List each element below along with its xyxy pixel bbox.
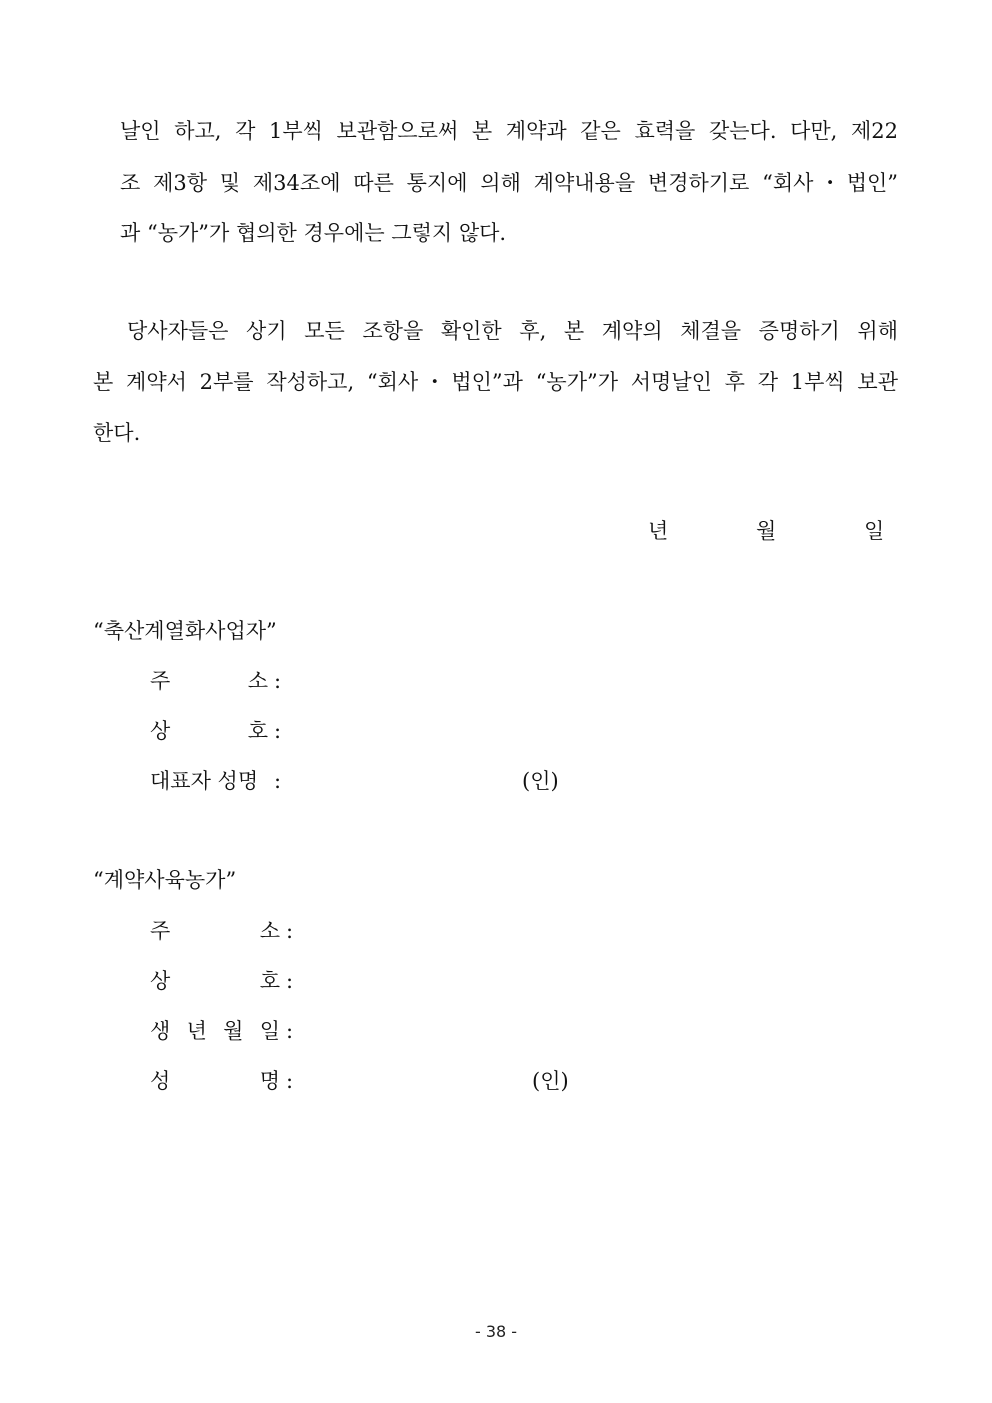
paragraph-line: 한다.: [93, 421, 141, 445]
party-integrator-title: “축산계열화사업자”: [93, 619, 277, 643]
farm-trade-name-field: [150, 966, 293, 996]
farm-seal-mark: (인): [532, 1069, 569, 1093]
representative-name-label: 대표자 성명: [150, 769, 259, 793]
party-farm-title: “계약사육농가”: [93, 868, 237, 892]
colon: :: [286, 919, 294, 943]
colon: :: [286, 1069, 294, 1093]
colon: :: [274, 769, 282, 793]
colon: :: [274, 669, 282, 693]
paragraph-line: 날인 하고, 각 1부씩 보관함으로써 본 계약과 같은 효력을 갖는다. 다만, 제22: [120, 119, 898, 143]
farm-name-field: [150, 1066, 293, 1096]
farm-birthdate-field: [150, 1016, 293, 1046]
integrator-seal-mark: (인): [522, 769, 559, 793]
paragraph-line: 조 제3항 및 제34조에 따른 통지에 의해 계약내용을 변경하기로 “회사・법인”: [120, 171, 898, 195]
name-label: 성 명: [150, 1069, 280, 1093]
trade-name-label: 상 호: [150, 719, 268, 743]
integrator-trade-name-field: [150, 716, 281, 746]
trade-name-label: 상 호: [150, 969, 280, 993]
integrator-address-field: [150, 666, 281, 696]
address-label: 주 소: [150, 919, 280, 943]
birthdate-label: 생 년 월 일: [150, 1019, 280, 1043]
colon: :: [274, 719, 282, 743]
date-day-label: 일: [864, 519, 885, 543]
paragraph-line: 과 “농가”가 협의한 경우에는 그렇지 않다.: [120, 221, 507, 245]
farm-address-field: [150, 916, 293, 946]
paragraph-line: 본 계약서 2부를 작성하고, “회사・법인”과 “농가”가 서명날인 후 각 1부씩 보관: [93, 370, 898, 394]
integrator-representative-field: [150, 766, 281, 796]
colon: :: [286, 1019, 294, 1043]
address-label: 주 소: [150, 669, 268, 693]
date-year-label: 년: [648, 519, 669, 543]
page-number: - 38 -: [474, 1322, 518, 1341]
date-month-label: 월: [756, 519, 777, 543]
colon: :: [286, 969, 294, 993]
paragraph-line: 당사자들은 상기 모든 조항을 확인한 후, 본 계약의 체결을 증명하기 위해: [127, 319, 898, 343]
